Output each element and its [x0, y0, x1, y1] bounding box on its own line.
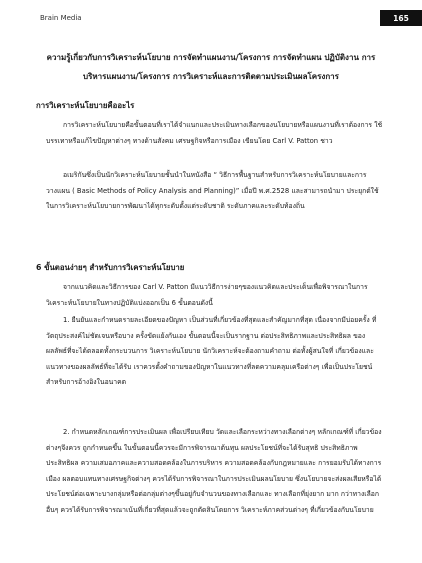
title-line-2: บริหารแผนงาน/โครงการ การวิเคราะห์และการติดตามประเมินผลโครงการ [83, 72, 339, 81]
step-2-paragraph: 2. กำหนดหลักเกณฑ์การประเมินผล เพื่อเปรียบเทียบ วัดและเลือกระหว่างทางเลือกต่างๆ หลักเกณฑ์ที่ เกี่ยวข้องต่างๆจึงควร ถูกกำหนดขึ้น ในขั้นตอนนี้ควรจะมีการพิจารณาต้นทุน ผลประโยชน์ที่จะได้รับสุทธิ ประสิทธิภาพ ประสิทธิผล ความเสมอภาคและความสอดคล้องในการบริหาร ความสอดคล้องกับกฎหมายและ การยอมรับได้ทางการเมือง ผลตอบแทนทางเศรษฐกิจต่างๆ ควรได้รับการพิจารณาในการประเมินผลนโยบาย ซึ่งนโยบายจะส่งผลเสียหรือได้ประโยชน์ต่อเฉพาะบางกลุ่มหรือต่อกลุ่มต่างๆขึ้นอยู่กับจำนวนของทางเลือกและ ทางเลือกที่ยุ่งยาก มาก กว่าทางเลือกอื่นๆ ควรได้รับการพิจารณาเน้นที่เกี่ยวที่สุดแล้วจะถูกตัดสินโดยการ วิเคราะห์ภาคส่วนต่างๆ ที่เกี่ยวข้องกับนโยบาย [46, 428, 382, 514]
step-1-paragraph: 1. ยืนยันและกำหนดรายละเอียดของปัญหา เป็นส่วนที่เกี่ยวข้องที่สุดและสำคัญมากที่สุด เนื่องจากมีบ่อยครั้ง ที่วัตถุประสงค์ไม่ชัดเจนหรือบาง ครั้งขัดแย้งกันเอง ขั้นตอนนี้จะเป็นรากฐาน ต่อประสิทธิภาพและประสิทธิผล ของผลลัพธ์ที่จะได้ตลอดทั้งกระบวนการ วิเคราะห์นโยบาย นักวิเคราะห์จะต้องถามคำถาม ต่อทั้งผู้สนใจที่ เกี่ยวข้องและแนวทางของผลลัพธ์ที่จะได้รับ เราควรตั้งคำถามของปัญหาในแนวทางที่ลดความคลุมเครือต่างๆ เพื่อเป็นประโยชน์สำหรับการอ้างอิงในอนาคต [46, 316, 377, 386]
section-heading-six-steps: 6 ขั้นตอนง่ายๆ สำหรับการวิเคราะห์นโยบาย [36, 263, 185, 272]
page-number-badge: 165 [380, 10, 422, 26]
paragraph: จากแนวคิดและวิธีการของ Carl V. Patton มีแนววิธีการง่ายๆของแนวคิดและประเด็นเพื่อพิจารณาในการ วิเคราะห์นโยบายในทางปฏิบัติแบ่งออกเป็น 6 ขั้นตอนดังนี้ [46, 283, 368, 307]
title-line-1: ความรู้เกี่ยวกับการวิเคราะห์นโยบาย การจัดทำแผนงาน/โครงการ การจัดทำแผน ปฏิบัติงาน การ [46, 53, 376, 62]
paragraph: การวิเคราะห์นโยบายคือขั้นตอนที่เราได้จำแนกและประเมินทางเลือกของนโยบายหรือแผนงานที่เราต้องการ ใช้บรรเทาหรือแก้ไขปัญหาต่างๆ ทางด้านสังคม เศรษฐกิจหรือการเมือง เขียนโดย Carl V. Patton ชาว [46, 121, 383, 145]
page-title [36, 48, 386, 86]
publisher-label: Brain Media [40, 14, 82, 22]
section-heading-policy-analysis: การวิเคราะห์นโยบายคืออะไร [36, 101, 135, 110]
paragraph: อเมริกันซึ่งเป็นนักวิเคราะห์นโยบายชั้นนำในหนังสือ “ วิธีการพื้นฐานสำหรับการวิเคราะห์นโยบายและการ วางแผน ( Basic Methods of Policy Analysis and Planning)” เมื่อปี พ.ศ.2528 และสามารถนำมา ประยุกต์ใช้ในการวิเคราะห์นโยบายการพัฒนาได้ทุกระดับตั้งแต่ระดับชาติ ระดับภาคและระดับท้องถิ่น [46, 171, 379, 210]
